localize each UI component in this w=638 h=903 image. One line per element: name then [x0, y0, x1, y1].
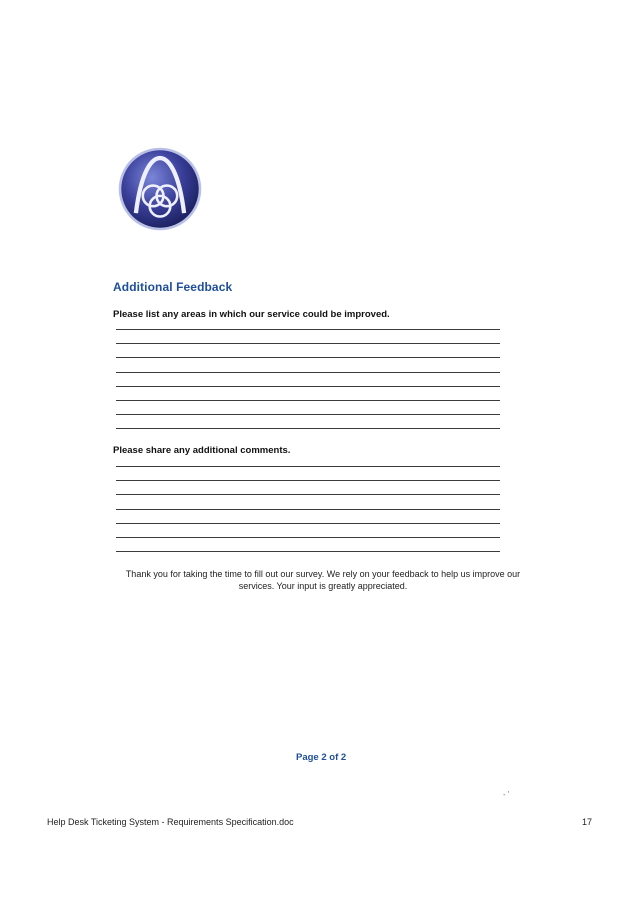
answer-line	[116, 372, 500, 373]
improvement-prompt: Please list any areas in which our service could be improved.	[113, 309, 390, 320]
answer-line	[116, 466, 500, 467]
comments-prompt: Please share any additional comments.	[113, 445, 291, 456]
thank-you-line-1: Thank you for taking the time to fill out our survey. We rely on your feedback to help us improve our	[125, 569, 521, 579]
answer-line	[116, 343, 500, 344]
answer-line	[116, 494, 500, 495]
answer-line	[116, 428, 500, 429]
answer-line	[116, 523, 500, 524]
stray-mark: - '	[503, 790, 510, 799]
comments-answer-lines	[116, 466, 500, 565]
answer-line	[116, 509, 500, 510]
page-indicator: Page 2 of 2	[296, 752, 347, 763]
answer-line	[116, 386, 500, 387]
thank-you-line-2: services. Your input is greatly appreciated.	[238, 581, 408, 591]
answer-line	[116, 414, 500, 415]
answer-line	[116, 329, 500, 330]
answer-line	[116, 480, 500, 481]
footer-document-name: Help Desk Ticketing System - Requirements Specification.doc	[47, 817, 294, 827]
improvement-answer-lines	[116, 329, 500, 443]
footer-page-number: 17	[582, 817, 593, 827]
answer-line	[116, 551, 500, 552]
answer-line	[116, 400, 500, 401]
answer-line	[116, 357, 500, 358]
section-title: Additional Feedback	[113, 280, 233, 294]
answer-line	[116, 537, 500, 538]
company-logo-icon	[117, 146, 203, 232]
thank-you-message	[113, 568, 533, 592]
